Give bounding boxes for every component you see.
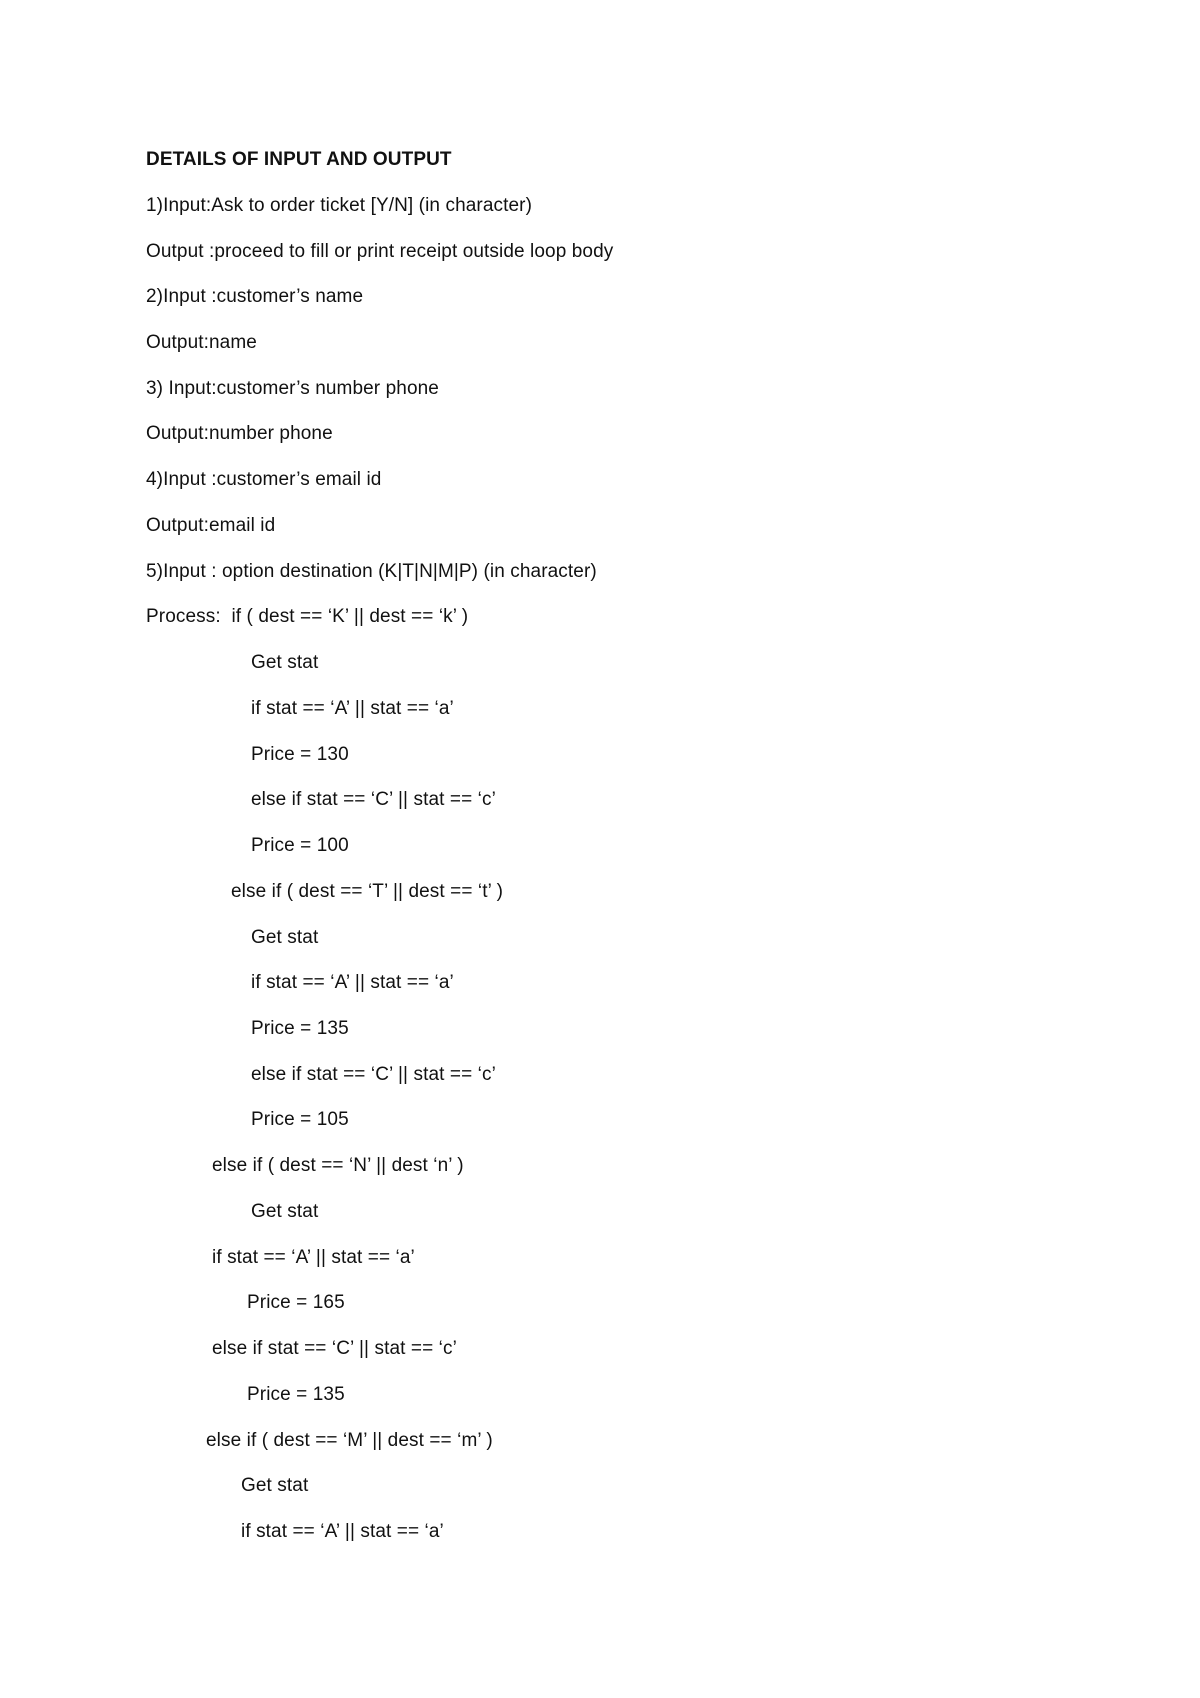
- text-line: Get stat: [251, 927, 319, 948]
- text-line: Output:name: [146, 332, 257, 353]
- document-title: DETAILS OF INPUT AND OUTPUT: [146, 149, 452, 170]
- text-line: Price = 130: [251, 744, 349, 765]
- text-line: Price = 135: [251, 1018, 349, 1039]
- text-line: if stat == ‘A’ || stat == ‘a’: [251, 972, 454, 993]
- text-line: Price = 100: [251, 835, 349, 856]
- text-line: else if ( dest == ‘N’ || dest ‘n’ ): [212, 1155, 464, 1176]
- text-line: Get stat: [251, 1201, 319, 1222]
- text-line: 1)Input:Ask to order ticket [Y/N] (in character): [146, 195, 532, 216]
- text-line: Get stat: [241, 1475, 309, 1496]
- text-line: else if ( dest == ‘M’ || dest == ‘m’ ): [206, 1430, 493, 1451]
- text-line: 4)Input :customer’s email id: [146, 469, 382, 490]
- text-line: if stat == ‘A’ || stat == ‘a’: [251, 698, 454, 719]
- text-line: Output :proceed to fill or print receipt outside loop body: [146, 241, 614, 262]
- text-line: Price = 165: [247, 1292, 345, 1313]
- text-line: Output:number phone: [146, 423, 333, 444]
- text-line: else if stat == ‘C’ || stat == ‘c’: [251, 789, 496, 810]
- text-line: 3) Input:customer’s number phone: [146, 378, 439, 399]
- text-line: else if stat == ‘C’ || stat == ‘c’: [251, 1064, 496, 1085]
- text-line: else if ( dest == ‘T’ || dest == ‘t’ ): [231, 881, 504, 902]
- text-line: 2)Input :customer’s name: [146, 286, 364, 307]
- text-line: if stat == ‘A’ || stat == ‘a’: [212, 1247, 415, 1268]
- text-line: Price = 135: [247, 1384, 345, 1405]
- text-line: else if stat == ‘C’ || stat == ‘c’: [212, 1338, 457, 1359]
- text-line: if stat == ‘A’ || stat == ‘a’: [241, 1521, 444, 1542]
- text-line: 5)Input : option destination (K|T|N|M|P) (in character): [146, 561, 597, 582]
- text-line: Process: if ( dest == ‘K’ || dest == ‘k’ ): [146, 606, 469, 627]
- text-line: Output:email id: [146, 515, 276, 536]
- text-line: Get stat: [251, 652, 319, 673]
- text-line: Price = 105: [251, 1109, 349, 1130]
